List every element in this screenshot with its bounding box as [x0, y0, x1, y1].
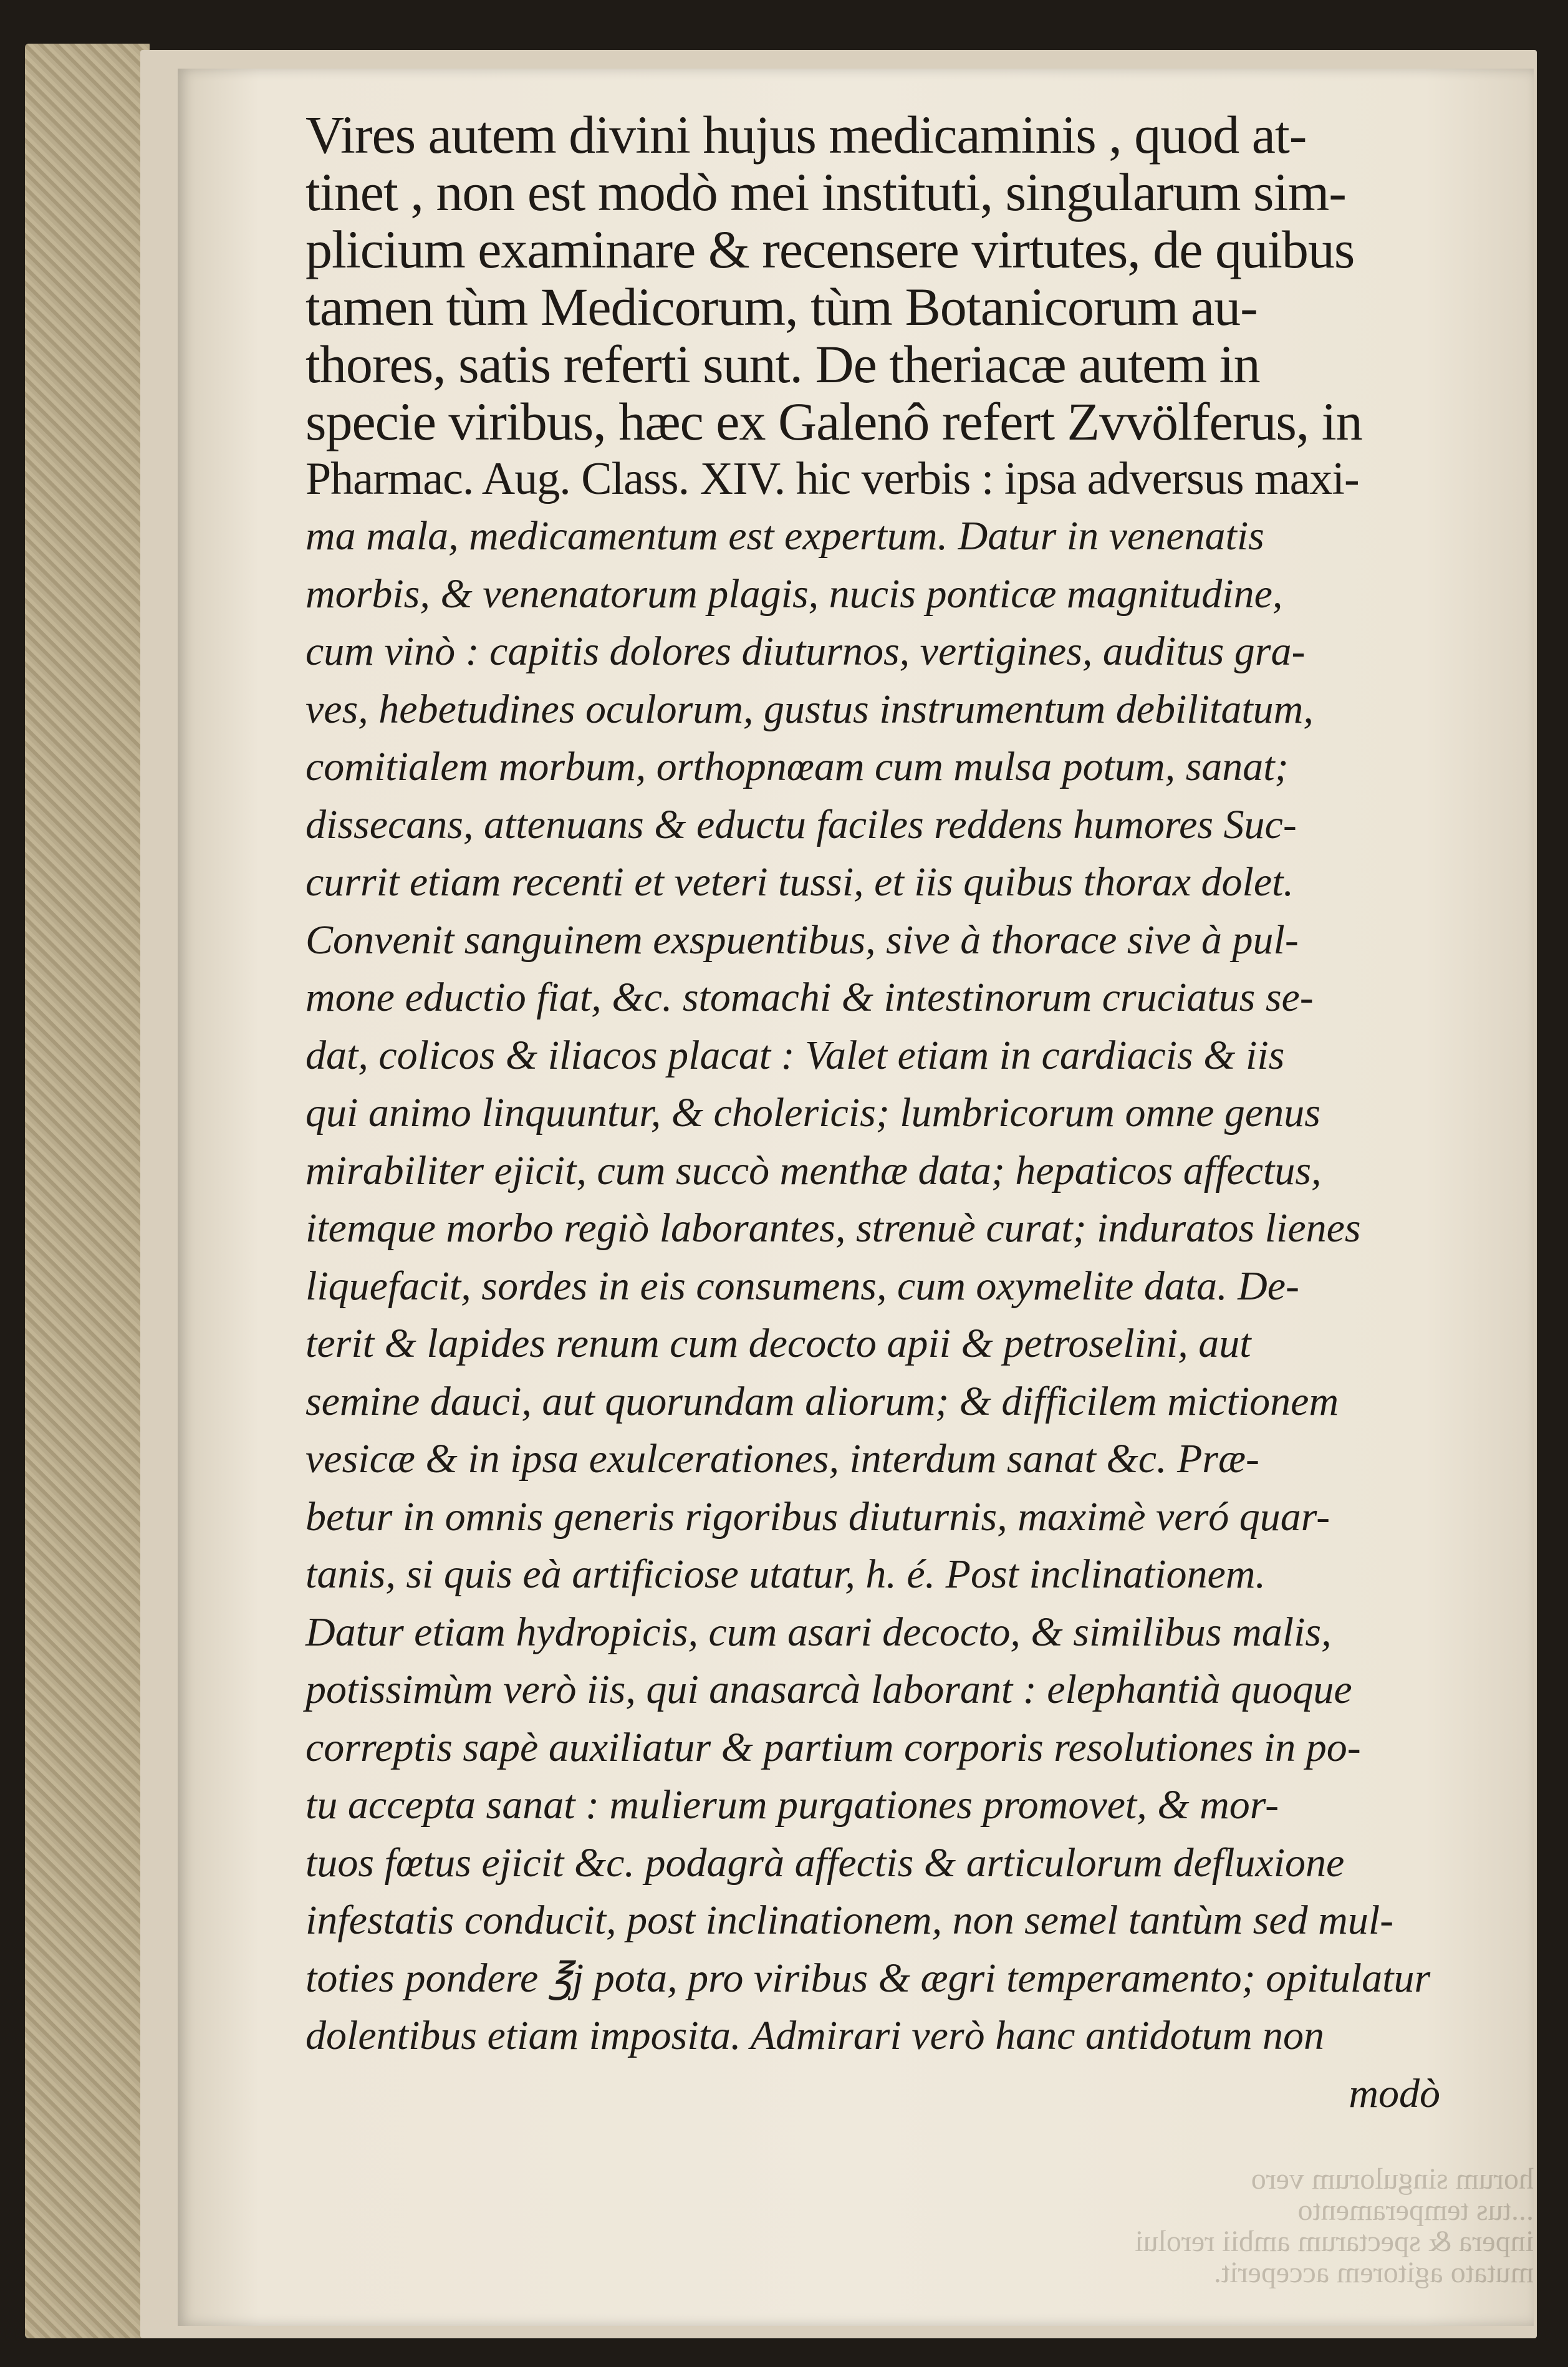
text-line: terit & lapides renum cum decocto apii & petroselini, aut: [305, 1321, 1251, 1366]
text-line: vesicæ & in ipsa exulcerationes, interdum sanat &c. Præ-: [305, 1436, 1259, 1482]
text-line: tinet , non est modò mei instituti, singularum sim-: [305, 162, 1346, 222]
text-line: tamen tùm Medicorum, tùm Botanicorum au-: [305, 277, 1258, 337]
text-line: Vires autem divini hujus medicaminis , quod at-: [305, 105, 1307, 165]
text-line: ma mala, medicamentum est expertum. Datur in venenatis: [305, 513, 1264, 559]
catchword: modò: [1349, 2070, 1440, 2116]
bleed-line: horum singulorum vero: [1251, 2162, 1534, 2196]
bleed-line: mutato agitorem acceperit.: [1213, 2256, 1534, 2289]
text-line: infestatis conducit, post inclinationem, non semel tantùm sed mul-: [305, 1897, 1394, 1943]
text-line: plicium examinare & recensere virtutes, de quibus: [305, 219, 1355, 279]
text-line: ves, hebetudines oculorum, gustus instrumentum debilitatum,: [305, 686, 1314, 732]
text-line: toties pondere ℥j pota, pro viribus & ægri temperamento; opitulatur: [305, 1955, 1431, 2001]
text-line: Pharmac. Aug. Class. XIV. hic verbis : ipsa adversus maxi-: [305, 453, 1359, 504]
text-line: thores, satis referti sunt. De theriacæ autem in: [305, 334, 1260, 394]
text-line: comitialem morbum, orthopnœam cum mulsa potum, sanat;: [305, 744, 1289, 789]
text-line: Datur etiam hydropicis, cum asari decocto, & similibus malis,: [305, 1609, 1332, 1655]
text-line: itemque morbo regiò laborantes, strenuè curat; induratos lienes: [305, 1205, 1361, 1251]
text-line: specie viribus, hæc ex Galenô refert Zvvölferus, in: [305, 392, 1362, 451]
text-line: potissimùm verò iis, qui anasarcà laborant : elephantià quoque: [305, 1667, 1352, 1712]
text-line: dat, colicos & iliacos placat : Valet etiam in cardiacis & iis: [305, 1032, 1285, 1078]
text-line: liquefacit, sordes in eis consumens, cum oxymelite data. De-: [305, 1263, 1300, 1309]
text-line: betur in omnis generis rigoribus diuturnis, maximè veró quar-: [305, 1493, 1330, 1540]
text-line: morbis, & venenatorum plagis, nucis ponticæ magnitudine,: [305, 571, 1283, 617]
text-line: correptis sapè auxiliatur & partium corporis resolutiones in po-: [305, 1724, 1361, 1770]
bleed-line: inpera & spectarum ambii rerolui: [1135, 2225, 1534, 2258]
book-spine: [25, 44, 150, 2338]
text-line: cum vinò : capitis dolores diuturnos, vertigines, auditus gra-: [305, 629, 1306, 674]
text-line: mone eductio fiat, &c. stomachi & intestinorum cruciatus se-: [305, 975, 1314, 1020]
bleed-line: ...tus temperamento: [1297, 2194, 1534, 2227]
text-line: semine dauci, aut quorundam aliorum; & difficilem mictionem: [305, 1378, 1339, 1424]
text-line: tanis, si quis eà artificiose utatur, h. é. Post inclinationem.: [305, 1551, 1266, 1597]
text-line: dissecans, attenuans & eductu faciles reddens humores Suc-: [305, 801, 1297, 847]
text-line: currit etiam recenti et veteri tussi, et iis quibus thorax dolet.: [305, 859, 1294, 905]
text-line: dolentibus etiam imposita. Admirari verò hanc antidotum non: [305, 2013, 1325, 2058]
text-line: tu accepta sanat : mulierum purgationes promovet, & mor-: [305, 1782, 1279, 1828]
bleed-through-text: [1135, 2162, 1534, 2289]
text-line: tuos fœtus ejicit &c. podagrà affectis & articulorum defluxione: [305, 1839, 1345, 1886]
text-line: mirabiliter ejicit, cum succò menthæ data; hepaticos affectus,: [305, 1147, 1322, 1193]
text-line: Convenit sanguinem exspuentibus, sive à thorace sive à pul-: [305, 917, 1299, 963]
text-line: qui animo linquuntur, & cholericis; lumbricorum omne genus: [305, 1090, 1320, 1135]
body-text: [305, 106, 1440, 2123]
